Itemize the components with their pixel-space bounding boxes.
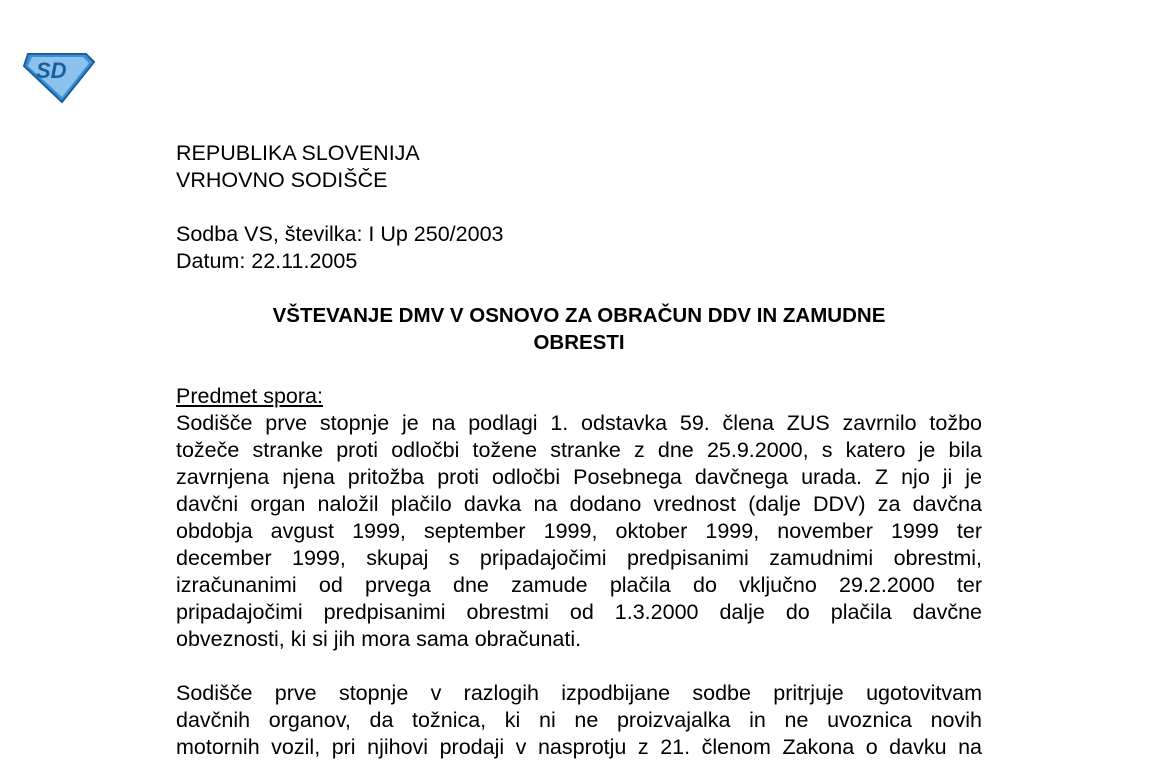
paragraph-line: davčnih organov, da tožnica, ki ni ne proizvajalka in ne uvoznica novih xyxy=(176,708,982,732)
republic-heading: REPUBLIKA SLOVENIJA xyxy=(176,141,420,165)
paragraph-line: tožeče stranke proti odločbi tožene stranke z dne 25.9.2000, s katero je bila xyxy=(176,438,982,462)
paragraph-line: motornih vozil, pri njihovi prodaji v nasprotju z 21. členom Zakona o davku na xyxy=(176,735,982,759)
document-title xyxy=(176,302,982,356)
paragraph-line: izračunanimi od prvega dne zamude plačila do vključno 29.2.2000 ter xyxy=(176,573,982,597)
paragraph-line: Sodišče prve stopnje je na podlagi 1. odstavka 59. člena ZUS zavrnilo tožbo xyxy=(176,411,982,435)
paragraph-1 xyxy=(176,410,982,653)
section-heading: Predmet spora: xyxy=(176,384,323,408)
title-line: OBRESTI xyxy=(533,331,625,354)
court-heading: VRHOVNO SODIŠČE xyxy=(176,168,388,192)
svg-text:SD: SD xyxy=(36,58,67,83)
paragraph-line: obdobja avgust 1999, september 1999, oktober 1999, november 1999 ter xyxy=(176,519,982,543)
case-number: Sodba VS, številka: I Up 250/2003 xyxy=(176,222,504,246)
paragraph-line: davčni organ naložil plačilo davka na dodano vrednost (dalje DDV) za davčna xyxy=(176,492,982,516)
paragraph-line: zavrnjena njena pritožba proti odločbi Posebnega davčnega urada. Z njo ji je xyxy=(176,465,982,489)
paragraph-line: december 1999, skupaj s pripadajočimi predpisanimi zamudnimi obrestmi, xyxy=(176,546,982,570)
paragraph-2 xyxy=(176,680,982,761)
case-date: Datum: 22.11.2005 xyxy=(176,249,358,273)
title-line: VŠTEVANJE DMV V OSNOVO ZA OBRAČUN DDV IN ZAMUDNE xyxy=(272,304,886,327)
paragraph-line: obveznosti, ki si jih mora sama obračunati. xyxy=(176,627,582,651)
paragraph-line: pripadajočimi predpisanimi obrestmi od 1.3.2000 dalje do plačila davčne xyxy=(176,600,982,624)
court-logo xyxy=(22,48,98,104)
paragraph-line: Sodišče prve stopnje v razlogih izpodbijane sodbe pritrjuje ugotovitvam xyxy=(176,681,982,705)
document-page xyxy=(176,140,982,761)
